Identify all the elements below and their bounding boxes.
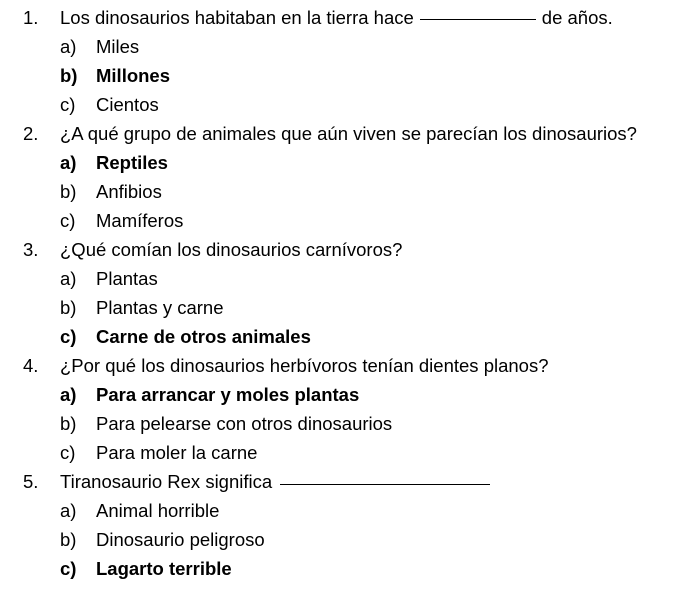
question-1: [0, 3, 688, 32]
option-letter: b): [60, 181, 77, 202]
option-1b: [0, 61, 688, 90]
option-4b: [0, 409, 688, 438]
option-letter: a): [60, 36, 77, 57]
option-letter: a): [60, 268, 77, 289]
option-text: Cientos: [96, 94, 159, 115]
option-text: Para arrancar y moles plantas: [96, 384, 360, 405]
question-number: 3.: [23, 239, 39, 260]
option-text: Animal horrible: [96, 500, 220, 521]
option-text: Para moler la carne: [96, 442, 258, 463]
question-text: ¿Qué comían los dinosaurios carnívoros?: [60, 239, 403, 260]
option-text: Mamíferos: [96, 210, 184, 231]
question-number: 1.: [23, 7, 39, 28]
answer-blank: [280, 483, 490, 485]
option-letter: c): [60, 442, 76, 463]
option-5c: [0, 554, 688, 583]
option-letter: a): [60, 384, 77, 405]
question-text: [60, 3, 613, 32]
option-letter: c): [60, 558, 77, 579]
option-letter: b): [60, 297, 77, 318]
option-letter: c): [60, 210, 76, 231]
question-2: [0, 119, 688, 148]
option-letter: a): [60, 500, 77, 521]
option-1a: [0, 32, 688, 61]
option-2a: [0, 148, 688, 177]
option-2c: [0, 206, 688, 235]
option-letter: b): [60, 65, 78, 86]
question-3: [0, 235, 688, 264]
option-3b: [0, 293, 688, 322]
option-text: Reptiles: [96, 152, 168, 173]
option-1c: [0, 90, 688, 119]
option-text: Lagarto terrible: [96, 558, 232, 579]
question-4: [0, 351, 688, 380]
question-text-after: de años.: [541, 7, 613, 28]
option-5a: [0, 496, 688, 525]
question-text: ¿A qué grupo de animales que aún viven se parecían los dinosaurios?: [60, 123, 637, 144]
option-4a: [0, 380, 688, 409]
option-text: Miles: [96, 36, 140, 57]
answer-blank: [420, 18, 536, 20]
question-text: ¿Por qué los dinosaurios herbívoros tenían dientes planos?: [60, 355, 549, 376]
option-letter: b): [60, 529, 77, 550]
question-number: 5.: [23, 471, 39, 492]
option-text: Para pelearse con otros dinosaurios: [96, 413, 393, 434]
option-4c: [0, 438, 688, 467]
option-3c: [0, 322, 688, 351]
question-text-before: Tiranosaurio Rex significa: [60, 471, 273, 492]
option-letter: c): [60, 94, 76, 115]
option-letter: c): [60, 326, 77, 347]
question-text: [60, 467, 490, 496]
option-text: Anfibios: [96, 181, 162, 202]
quiz-document: [0, 3, 688, 583]
option-text: Dinosaurio peligroso: [96, 529, 265, 550]
option-5b: [0, 525, 688, 554]
option-letter: a): [60, 152, 77, 173]
option-text: Plantas y carne: [96, 297, 224, 318]
option-text: Millones: [96, 65, 171, 86]
option-text: Carne de otros animales: [96, 326, 311, 347]
question-5: [0, 467, 688, 496]
option-text: Plantas: [96, 268, 158, 289]
question-number: 4.: [23, 355, 39, 376]
option-2b: [0, 177, 688, 206]
question-text-before: Los dinosaurios habitaban en la tierra hace: [60, 7, 414, 28]
option-letter: b): [60, 413, 77, 434]
option-3a: [0, 264, 688, 293]
question-number: 2.: [23, 123, 39, 144]
